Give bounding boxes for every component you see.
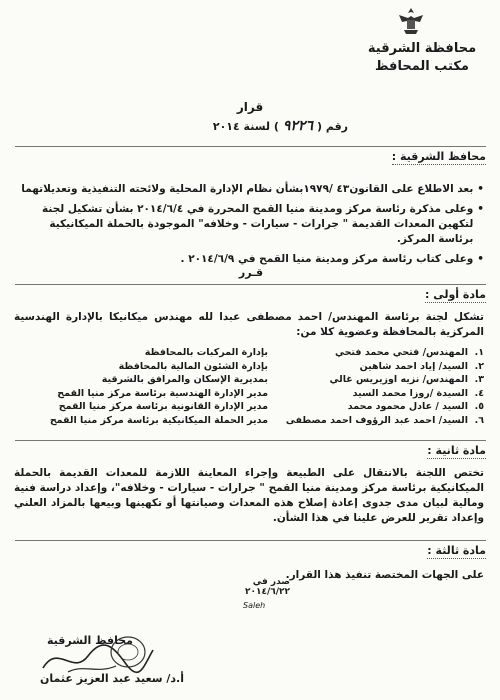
member-role: مدير الإدارة الهندسية برئاسة مركز منيا القمح	[57, 387, 268, 399]
eagle-emblem-icon	[396, 6, 426, 38]
member-number: ٣.	[474, 374, 484, 386]
article3-label: مادة ثالثة :	[427, 544, 486, 557]
issuance-date: ٢٠١٤/٦/٢٢	[244, 587, 290, 597]
preamble-list	[14, 182, 484, 272]
decision-number-suffix: ) لسنة ٢٠١٤	[212, 120, 279, 133]
list-item	[14, 182, 484, 197]
table-row	[14, 360, 484, 374]
governor-title: محافظ الشرقية	[47, 634, 133, 647]
member-number: ١.	[474, 347, 484, 359]
divider	[15, 146, 486, 147]
member-name: المهندس/ فتحي محمد فتحي	[334, 347, 468, 359]
table-row	[14, 387, 484, 401]
preamble-text: وعلى كتاب رئاسة مركز ومدينة منيا القمح في ٢٠١٤/٦/٩ .	[180, 253, 474, 265]
preamble-label: محافظ الشرقية :	[391, 150, 486, 163]
member-name: السيد/ إياد احمد شاهين	[359, 360, 468, 372]
divider	[15, 284, 486, 285]
clerk-initials: Saleh	[243, 601, 266, 610]
table-row	[14, 400, 484, 414]
bullet-icon: •	[477, 183, 484, 195]
article2-label: مادة ثانية :	[427, 444, 486, 457]
stamp-icon	[108, 634, 148, 670]
list-item	[14, 202, 484, 247]
member-number: ٥.	[474, 401, 484, 413]
member-role: مدير الإدارة القانونية برئاسة مركز منيا القمح	[58, 401, 268, 413]
article1-label: مادة أولى :	[424, 288, 486, 301]
governorate-name: محافظة الشرقية	[367, 41, 477, 56]
letterhead	[362, 40, 482, 76]
member-name: السيدة /روزا محمد السيد	[352, 387, 468, 399]
preamble-text: بعد الاطلاع على القانون٤٣ /١٩٧٩بشأن نظام الإدارة المحلية ولائحته التنفيذية وتعديلاتهما	[21, 183, 474, 195]
preamble-text: وعلى مذكرة رئاسة مركز ومدينة منيا القمح المحررة في ٢٠١٤/٦/٤ بشأن تشكيل لجنة لتكهين المعدات القديمة " جرارات - سيارات - وخلافه" الموجودة بالحملة الميكانيكية برئاسة المركز.	[42, 203, 474, 245]
article2-text: تختص اللجنة بالانتقال على الطبيعة وإجراء المعاينة اللازمة للمعدات القديمة بالحملة الميكانيكية برئاسة مركز ومدينة منيا القمح " جرارات - سيارات - وخلافه"، وإعداد دراسة فنية ومالية لبيان مدى جدوى إعادة إصلاح هذه المعدات وصيانتها أو تكهينها وبيعها بالمزاد العلني وإعداد تقرير للعرض علينا في هذا الشأن.	[14, 467, 484, 524]
decision-number-prefix: رقم (	[316, 120, 348, 133]
member-role: بإدارة المركبات بالمحافظة	[144, 347, 268, 359]
governor-name: أ.د/ سعيد عبد العزيز عثمان	[40, 672, 184, 685]
article3-text: على الجهات المختصة تنفيذ هذا القرار.	[285, 569, 484, 581]
table-row	[14, 346, 484, 360]
member-name: السيد / عادل محمود محمد	[347, 401, 468, 413]
office-name: مكتب المحافظ	[375, 59, 469, 74]
table-row	[14, 414, 484, 428]
issuance-prefix: صدر في	[252, 577, 290, 587]
decided-heading: قـرر	[238, 266, 264, 279]
member-role: بمديرية الإسكان والمرافق بالشرقية	[101, 374, 268, 386]
table-row	[14, 373, 484, 387]
member-role: مدير الحملة الميكانيكية برئاسة مركز منيا القمح	[49, 414, 268, 426]
divider	[15, 540, 486, 541]
divider	[15, 440, 486, 441]
decision-number	[168, 118, 348, 134]
bullet-icon: •	[477, 253, 484, 265]
decision-number-value: ٩٢٢٦	[282, 118, 313, 134]
article1-intro: تشكل لجنة برئاسة المهندس/ احمد مصطفى عبدا لله مهندس ميكانيكا بالإدارة الهندسية المركزية بالمحافظة وعضوية كلا من:	[14, 311, 484, 338]
decision-title: قرار	[236, 100, 264, 114]
member-name: السيد/ احمد عبد الرؤوف احمد مصطفى	[285, 414, 468, 426]
member-role: بإدارة الشئون المالية بالمحافظة	[118, 360, 268, 372]
committee-members	[14, 346, 484, 427]
list-item	[14, 252, 484, 267]
issuance-block	[200, 577, 290, 597]
member-number: ٤.	[474, 387, 484, 399]
member-number: ٦.	[474, 414, 484, 426]
member-number: ٢.	[474, 360, 484, 372]
member-name: المهندس/ نزيه اوزيريس غالي	[329, 374, 468, 386]
bullet-icon: •	[477, 203, 484, 215]
